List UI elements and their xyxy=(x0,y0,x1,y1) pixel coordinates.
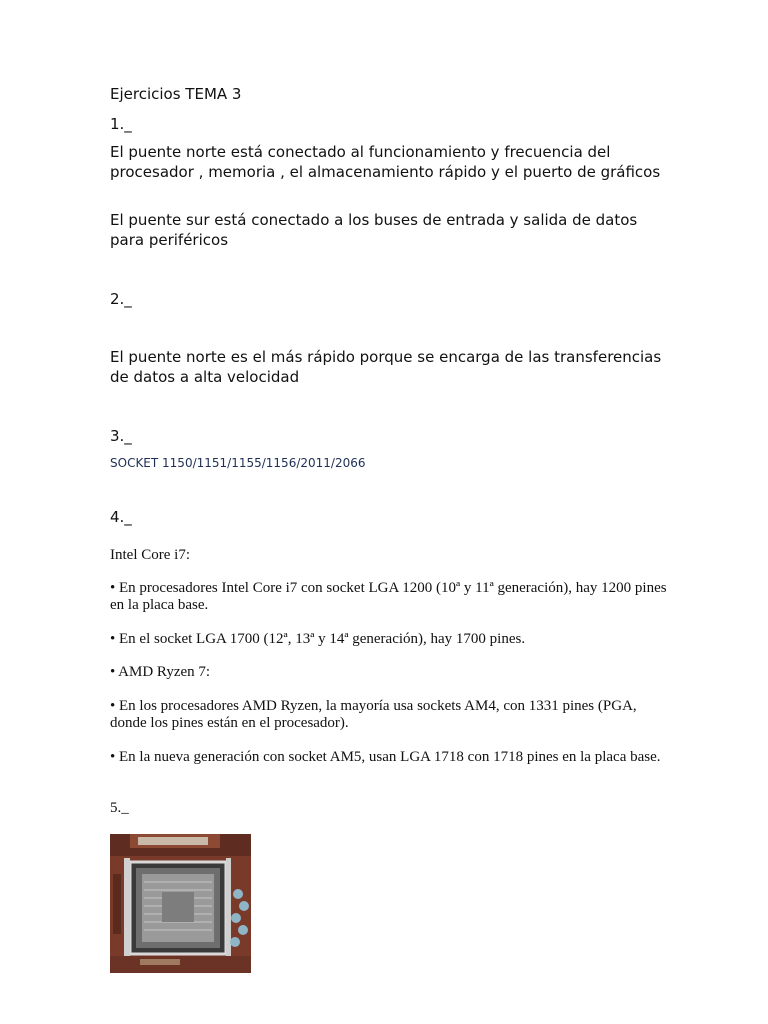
question-2-answer: El puente norte es el más rápido porque se encarga de las transferencias de datos a alta velocidad xyxy=(110,348,662,386)
cpu-socket-photo xyxy=(110,834,251,973)
question-4-intel-bullet-2: • En el socket LGA 1700 (12ª, 13ª y 14ª generación), hay 1700 pines. xyxy=(110,631,526,647)
question-2-heading: 2._ xyxy=(110,290,132,308)
question-4-intel-bullet-1: • En procesadores Intel Core i7 con socket LGA 1200 (10ª y 11ª generación), hay 1200 pines en la placa base. xyxy=(110,580,667,613)
question-4-amd-title: • AMD Ryzen 7: xyxy=(110,664,211,680)
cpu-socket-illustration xyxy=(110,834,251,973)
question-5-heading: 5._ xyxy=(110,800,129,816)
question-4-amd-bullet-1: • En los procesadores AMD Ryzen, la mayoría usa sockets AM4, con 1331 pines (PGA, donde los pines están en el procesador). xyxy=(110,698,637,731)
question-3-socket-list: SOCKET 1150/1151/1155/1156/2011/2066 xyxy=(110,456,366,470)
question-1-heading: 1._ xyxy=(110,115,132,133)
document-title: Ejercicios TEMA 3 xyxy=(110,85,242,103)
question-4-heading: 4._ xyxy=(110,508,132,526)
question-4-intel-title: Intel Core i7: xyxy=(110,547,190,563)
question-3-heading: 3._ xyxy=(110,427,132,445)
question-1-answer-northbridge: El puente norte está conectado al funcionamiento y frecuencia del procesador , memoria , el almacenamiento rápido y el puerto de gráficos xyxy=(110,143,661,181)
question-1-answer-southbridge: El puente sur está conectado a los buses de entrada y salida de datos para periféricos xyxy=(110,211,638,249)
question-4-amd-bullet-2: • En la nueva generación con socket AM5, usan LGA 1718 con 1718 pines en la placa base. xyxy=(110,749,661,765)
